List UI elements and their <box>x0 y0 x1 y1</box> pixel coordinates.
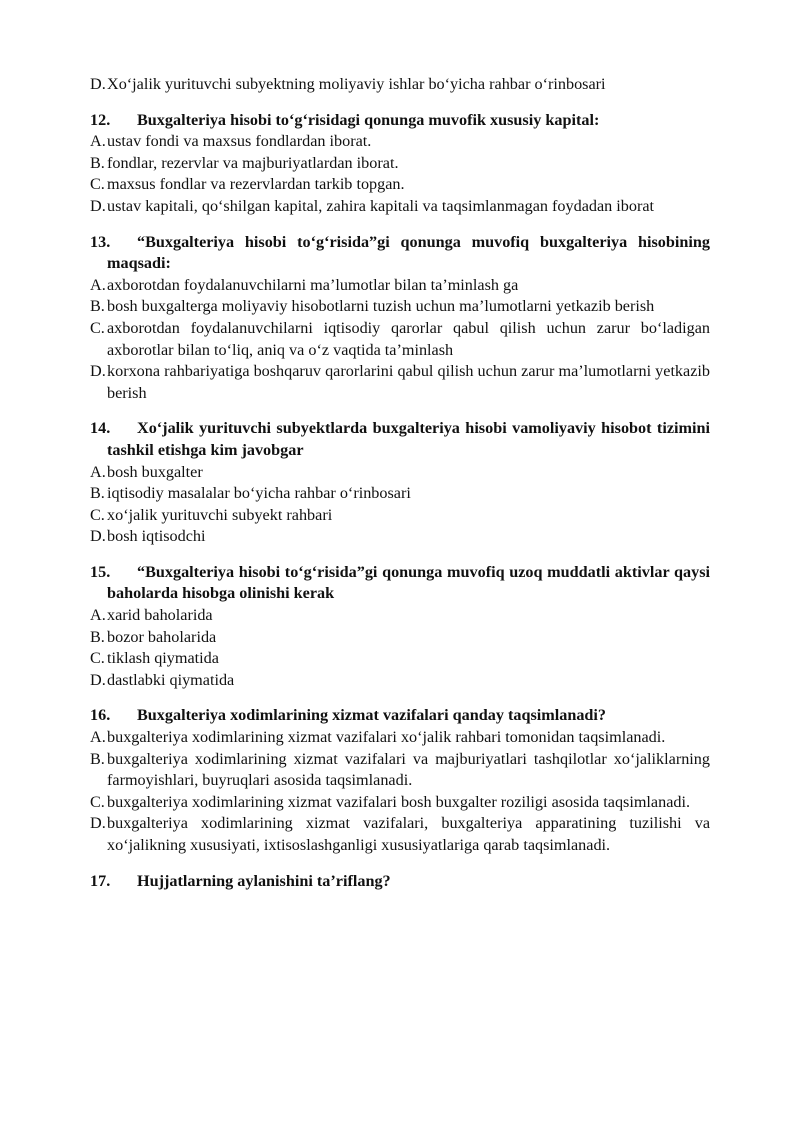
option-letter: B. <box>90 627 105 646</box>
question-block <box>90 418 710 548</box>
answer-option <box>90 462 710 484</box>
question-number: 17. <box>90 871 111 890</box>
option-letter: A. <box>90 606 106 625</box>
option-letter: D. <box>90 196 106 215</box>
option-letter: A. <box>90 728 106 747</box>
option-letter: C. <box>90 792 105 811</box>
answer-option <box>90 153 710 175</box>
option-text: korxona rahbariyatiga boshqaruv qarorlarini qabul qilish uchun zarur ma’lumotlarni yetkazib berish <box>107 362 710 402</box>
question-text: Buxgalteriya hisobi to‘g‘risidagi qonunga muvofik xususiy kapital: <box>137 110 600 129</box>
option-letter: D. <box>90 814 106 833</box>
option-text: Xo‘jalik yurituvchi subyektning moliyaviy ishlar bo‘yicha rahbar o‘rinbosari <box>107 75 606 93</box>
answer-option <box>90 131 710 153</box>
answer-option <box>90 727 710 749</box>
answer-option <box>90 749 710 792</box>
answer-option <box>90 813 710 856</box>
question-text: Hujjatlarning aylanishini ta’riflang? <box>137 871 391 890</box>
option-letter: B. <box>90 297 105 316</box>
answer-option <box>90 74 710 96</box>
answer-option <box>90 526 710 548</box>
option-text: fondlar, rezervlar va majburiyatlardan iborat. <box>107 153 399 172</box>
option-text: maxsus fondlar va rezervlardan tarkib topgan. <box>107 175 405 194</box>
answer-option <box>90 648 710 670</box>
question-title <box>90 705 710 727</box>
option-letter: D. <box>90 362 106 381</box>
question-title <box>90 871 710 893</box>
option-letter: C. <box>90 318 105 337</box>
answer-option <box>90 505 710 527</box>
option-text: bosh buxgalter <box>107 462 203 481</box>
option-letter: A. <box>90 132 106 151</box>
option-text: iqtisodiy masalalar bo‘yicha rahbar o‘rinbosari <box>107 484 411 503</box>
answer-option <box>90 792 710 814</box>
answer-option <box>90 275 710 297</box>
answer-option <box>90 296 710 318</box>
option-letter: B. <box>90 153 105 172</box>
option-text: bosh buxgalterga moliyaviy hisobotlarni tuzish uchun ma’lumotlarni yetkazib berish <box>107 297 655 316</box>
question-title <box>90 232 710 275</box>
question-number: 16. <box>90 706 111 725</box>
option-letter: A. <box>90 462 106 481</box>
option-letter: A. <box>90 275 106 294</box>
option-letter: C. <box>90 175 105 194</box>
option-text: axborotdan foydalanuvchilarni iqtisodiy qarorlar qabul qilish uchun zarur bo‘ladigan axborotlar bilan to‘liq, aniq va o‘z vaqtida ta’minlash <box>107 318 710 359</box>
option-text: buxgalteriya xodimlarining xizmat vazifalari va majburiyatlari tashqilotlar xo‘jaliklarning farmoyishlari, buyruqlari asosida taqsimlanadi. <box>107 749 710 790</box>
question-number: 13. <box>90 232 111 251</box>
question-number: 14. <box>90 419 111 438</box>
question-number: 15. <box>90 562 111 581</box>
question-block <box>90 705 710 856</box>
question-number: 12. <box>90 110 111 129</box>
option-letter: C. <box>90 649 105 668</box>
option-text: ustav fondi va maxsus fondlardan iborat. <box>107 132 372 151</box>
question-text: Xo‘jalik yurituvchi subyektlarda buxgalteriya hisobi vamoliyaviy hisobot tizimini tashkil etishga kim javobgar <box>107 419 710 459</box>
answer-option <box>90 605 710 627</box>
question-block <box>90 110 710 218</box>
option-letter: D. <box>90 527 106 546</box>
option-text: axborotdan foydalanuvchilarni ma’lumotlar bilan ta’minlash ga <box>107 275 519 294</box>
question-text: Buxgalteriya xodimlarining xizmat vazifalari qanday taqsimlanadi? <box>137 706 607 725</box>
option-text: dastlabki qiymatida <box>107 670 235 689</box>
answer-option <box>90 196 710 218</box>
answer-option <box>90 627 710 649</box>
question-text: “Buxgalteriya hisobi to‘g‘risida”gi qonunga muvofiq uzoq muddatli aktivlar qaysi baholarda hisobga olinishi kerak <box>107 562 710 603</box>
option-text: bosh iqtisodchi <box>107 527 206 546</box>
option-text: xarid baholarida <box>107 606 213 625</box>
option-letter: D. <box>90 670 106 689</box>
question-title <box>90 110 710 132</box>
option-text: bozor baholarida <box>107 627 217 646</box>
question-block <box>90 562 710 692</box>
option-letter: B. <box>90 484 105 503</box>
option-letter: D. <box>90 75 106 93</box>
answer-option <box>90 174 710 196</box>
question-block <box>90 232 710 405</box>
option-text: buxgalteriya xodimlarining xizmat vazifalari xo‘jalik rahbari tomonidan taqsimlanadi. <box>107 728 666 747</box>
option-text: xo‘jalik yurituvchi subyekt rahbari <box>107 505 333 524</box>
question-list <box>90 74 710 906</box>
option-text: ustav kapitali, qo‘shilgan kapital, zahira kapitali va taqsimlanmagan foydadan iborat <box>107 196 655 215</box>
option-text: buxgalteriya xodimlarining xizmat vazifalari, buxgalteriya apparatining tuzilishi va xo‘jalikning xususiyati, ixtisoslashganligi xususiyatlariga qarab taqsimlanadi. <box>107 814 710 854</box>
answer-option <box>90 670 710 692</box>
answer-option <box>90 361 710 404</box>
answer-option <box>90 318 710 361</box>
question-text: “Buxgalteriya hisobi to‘g‘risida”gi qonunga muvofiq buxgalteriya hisobining maqsadi: <box>107 232 710 273</box>
answer-option <box>90 483 710 505</box>
question-block <box>90 871 710 893</box>
option-text: buxgalteriya xodimlarining xizmat vazifalari bosh buxgalter roziligi asosida taqsimlanadi. <box>107 792 691 811</box>
option-text: tiklash qiymatida <box>107 649 219 668</box>
option-letter: C. <box>90 505 105 524</box>
question-title <box>90 418 710 461</box>
question-title <box>90 562 710 605</box>
option-letter: B. <box>90 749 105 768</box>
